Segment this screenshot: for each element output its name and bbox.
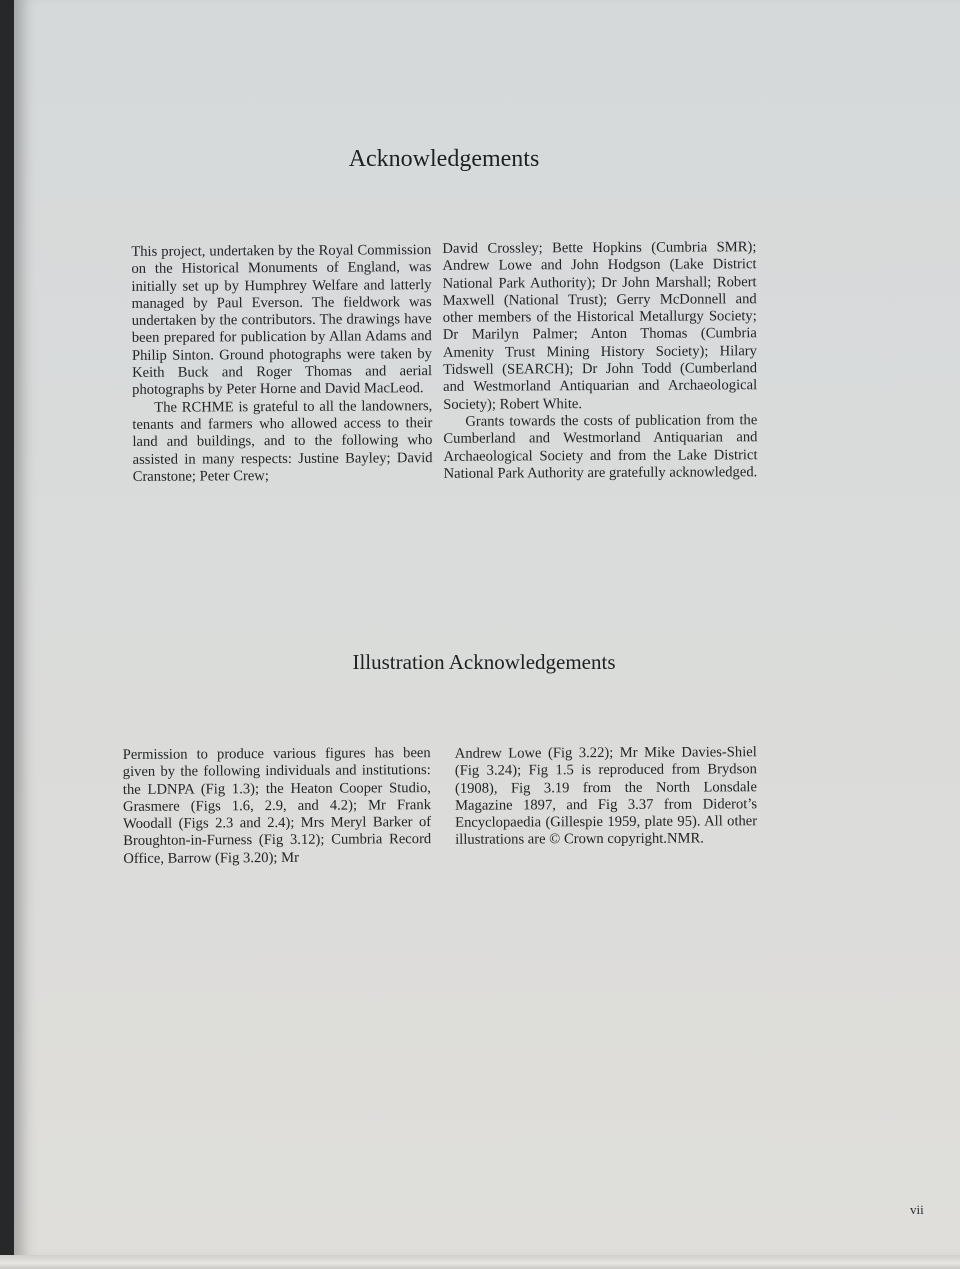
- acknowledgements-heading: Acknowledgements: [348, 146, 540, 172]
- acknowledgements-paragraph: Grants towards the costs of publication from the Cumberland and Westmorland Antiquarian and Archaeological Society and from the Lake District National Park Authority are gratefully acknowledged.: [443, 412, 758, 482]
- illustration-paragraph: Permission to produce various figures has been given by the following individuals and institutions: the LDNPA (Fig 1.3); the Heaton Cooper Studio, Grasmere (Figs 1.6, 2.9, and 4.2); Mr Frank Woodall (Figs 2.3 and 2.4); Mrs Meryl Barker of Broughton-in-Furness (Fig 3.12); Cumbria Record Office, Barrow (Fig 3.20); Mr: [122, 745, 432, 867]
- acknowledgements-column-left: [131, 242, 432, 486]
- illustration-column-left: [123, 745, 432, 868]
- illustration-column-right: [455, 744, 758, 849]
- acknowledgements-paragraph: The RCHME is grateful to all the landowners, tenants and farmers who allowed access to their land and buildings, and to the following who assisted in many respects: Justine Bayley; David Cranstone; Peter Crew;: [132, 397, 433, 485]
- book-page: [14, 0, 960, 1255]
- page-stack-edge: [0, 1255, 960, 1269]
- illustration-paragraph: Andrew Lowe (Fig 3.22); Mr Mike Davies-Shiel (Fig 3.24); Fig 1.5 is reproduced from Brydson (1908), Fig 3.19 from the North Lonsdale Magazine 1897, and Fig 3.37 from Diderot’s Encyclopaedia (Gillespie 1959, plate 95). All other illustrations are © Crown copyright.NMR.: [454, 744, 758, 849]
- acknowledgements-paragraph: This project, undertaken by the Royal Commission on the Historical Monuments of England, was initially set up by Humphrey Welfare and latterly managed by Paul Everson. The fieldwork was undertaken by the contributors. The drawings have been prepared for publication by Allan Adams and Philip Sinton. Ground photographs were taken by Keith Buck and Roger Thomas and aerial photographs by Peter Horne and David MacLeod.: [131, 242, 433, 399]
- acknowledgements-paragraph: David Crossley; Bette Hopkins (Cumbria SMR); Andrew Lowe and John Hodgson (Lake District National Park Authority); Dr John Marshall; Robert Maxwell (National Trust); Gerry McDonnell and other members of the Historical Metallurgy Society; Dr Marilyn Palmer; Anton Thomas (Cumbria Amenity Trust Mining History Society); Hilary Tidswell (SEARCH); Dr John Todd (Cumberland and Westmorland Antiquarian and Archaeological Society); Robert White.: [442, 239, 758, 413]
- page-number: vii: [910, 1202, 924, 1217]
- illustration-acknowledgements-heading: Illustration Acknowledgements: [352, 650, 616, 674]
- acknowledgements-column-right: [442, 239, 757, 483]
